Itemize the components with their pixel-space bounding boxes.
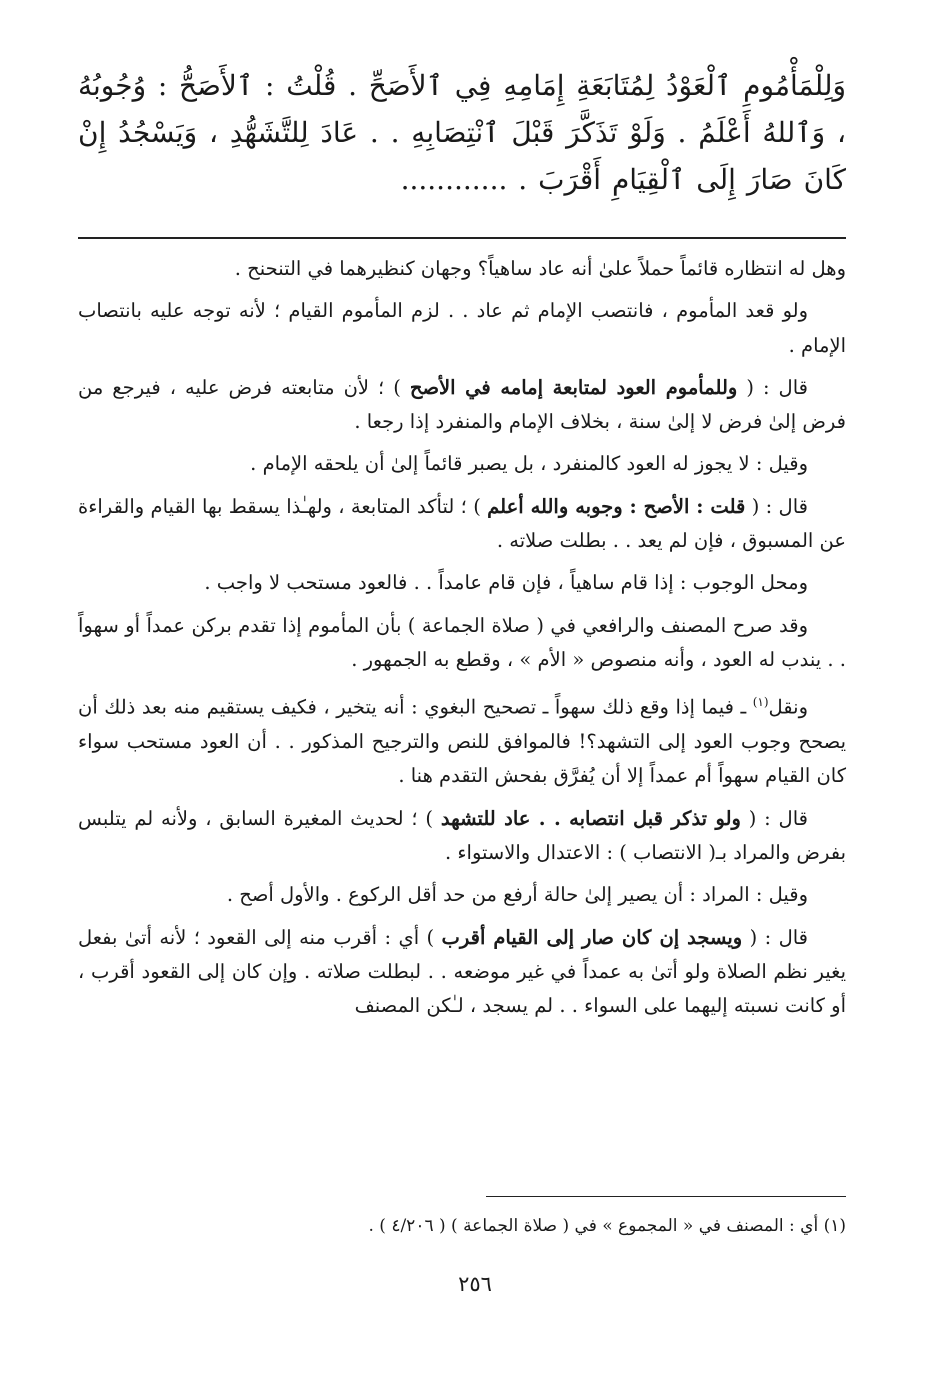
sharh-paragraph: وهل له انتظاره قائماً حملاً علىٰ أنه عاد ساهياً؟ وجهان كنظيرهما في التنحنح . [234,257,846,280]
quote-open: قال : ( [745,494,808,518]
sharh-paragraph: ولو قعد المأموم ، فانتصب الإمام ثم عاد . . لزم المأموم القيام ؛ لأنه توجه عليه بانتصاب الإمام . [78,299,846,357]
matn-quote: وللمأموم العود لمتابعة إمامه في الأصح [409,375,738,399]
sharh-paragraph [78,371,846,440]
sharh-paragraph [78,490,846,559]
quote-rest: ) ؛ لحديث المغيرة السابق ، ولأنه لم يتلبس بفرض والمراد بـ( الانتصاب ) : الاعتدال والاستواء . [78,806,846,864]
matn-quote: ويسجد إن كان صار إلى القيام أقرب [441,925,743,949]
quote-open: قال : ( [740,806,808,830]
sharh-paragraph: وقيل : المراد : أن يصير إلىٰ حالة أرفع من حد أقل الركوع . والأول أصح . [226,883,808,907]
matn-dots: ............ [400,163,508,196]
footnote: (١) أي : المصنف في « المجموع » في ( صلاة الجماعة ) ( ٤/٢٠٦ ) . [368,1216,846,1236]
sharh-paragraph: وقد صرح المصنف والرافعي في ( صلاة الجماعة ) بأن المأموم إذا تقدم بركن عمداً أو سهواً . . يندب له العود ، وأنه منصوص « الأم » ، وقطع به الجمهور . [78,613,846,671]
sharh-paragraph [78,802,846,871]
quote-rest: ) ؛ لأن متابعته فرض عليه ، فيرجع من فرض إلىٰ فرض لا إلىٰ سنة ، بخلاف الإمام والمنفرد إذا رجعا . [78,375,846,434]
sharh-paragraph: ومحل الوجوب : إذا قام ساهياً ، فإن قام عامداً . . فالعود مستحب لا واجب . [204,571,808,595]
matn-quote: قلت : الأصح : وجوبه والله أعلم [487,494,746,518]
sharh-paragraph [78,921,846,1024]
footnote-marker: (١) [752,695,769,710]
quote-rest: ) ؛ لتأكد المتابعة ، ولهـٰذا يسقط بها القيام والقراءة عن المسبوق ، فإن لم يعد . . بطلت صلاته . [78,494,846,553]
quote-rest: ) أي : أقرب منه إلى القعود ؛ لأنه أتىٰ بفعل يغير نظم الصلاة ولو أتىٰ به عمداً في غير موضعه . . لبطلت صلاته . وإن كان إلى القعود أقرب ، أو كانت نسبته إليهما على السواء . . لم يسجد ، لـٰكن المصنف [78,925,846,1018]
matn-quote: ولو تذكر قبل انتصابه . . عاد للتشهد [440,806,741,830]
paragraph-rest: ـ فيما إذا وقع ذلك سهواً ـ تصحيح البغوي : أنه يتخير ، فكيف يستقيم منه بعد ذلك أن يصحح وجوب العود إلى التشهد؟! فالموافق للنص والترجيح المذكور . . أن العود مستحب سواء كان القيام سهواً أم عمداً إلا أن يُفرَّق بفحش التقدم هنا . [78,695,846,788]
paragraph-start: ونقل [768,695,808,719]
matn-separator [78,237,846,239]
sharh-commentary [78,252,846,1031]
footnote-separator [486,1196,846,1197]
page-number: ٢٥٦ [458,1272,492,1296]
sharh-paragraph [78,685,846,793]
quote-open: قال : ( [742,925,808,949]
quote-open: قال : ( [737,375,808,399]
sharh-paragraph: وقيل : لا يجوز له العود كالمنفرد ، بل يصبر قائماً إلىٰ أن يلحقه الإمام . [250,452,808,476]
matn-text [78,62,846,203]
matn-body: وَلِلْمَأْمُومِ ٱلْعَوْدُ لِمُتَابَعَةِ إِمَامِهِ فِي ٱلأَصَحِّ . قُلْتُ : ٱلأَصَحُّ : وُجُوبُهُ ، وَٱللهُ أَعْلَمُ . وَلَوْ تَذَكَّرَ قَبْلَ ٱنْتِصَابِهِ . . عَادَ لِلتَّشَهُّدِ ، وَيَسْجُدُ إِنْ كَانَ صَارَ إِلَى ٱلْقِيَامِ أَقْرَبَ . [78,69,846,196]
